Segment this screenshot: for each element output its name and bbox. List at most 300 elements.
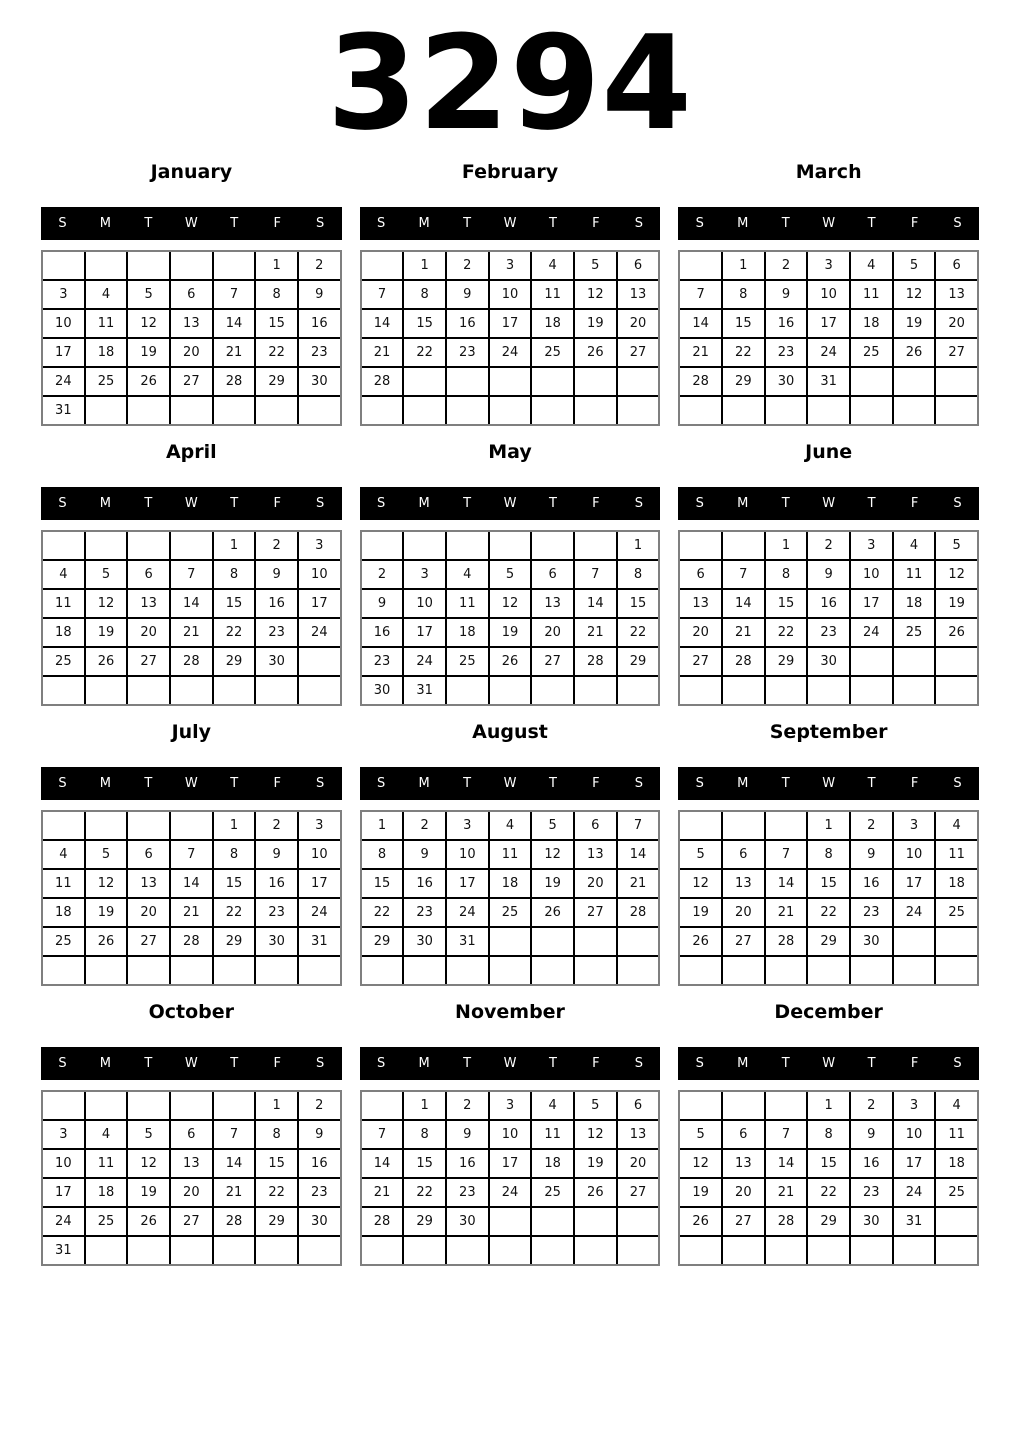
date-cell-november-12: 12: [575, 1121, 616, 1148]
weekday-label: S: [377, 496, 386, 511]
date-cell-empty: [894, 368, 935, 395]
date-cell-may-29: 29: [618, 648, 659, 675]
date-cell-november-1: 1: [404, 1092, 445, 1119]
date-cell-february-8: 8: [404, 281, 445, 308]
date-cell-february-1: 1: [404, 252, 445, 279]
date-cell-may-16: 16: [362, 619, 403, 646]
date-cell-empty: [680, 397, 721, 424]
date-cell-empty: [362, 532, 403, 559]
date-cell-empty: [936, 1237, 977, 1264]
date-cell-august-25: 25: [490, 899, 531, 926]
date-cell-december-29: 29: [808, 1208, 849, 1235]
date-cell-may-17: 17: [404, 619, 445, 646]
date-cell-may-3: 3: [404, 561, 445, 588]
date-cell-empty: [171, 957, 212, 984]
date-cell-december-4: 4: [936, 1092, 977, 1119]
date-cell-september-25: 25: [936, 899, 977, 926]
date-cell-september-6: 6: [723, 841, 764, 868]
date-cell-september-27: 27: [723, 928, 764, 955]
date-cell-november-28: 28: [362, 1208, 403, 1235]
date-cell-october-18: 18: [86, 1179, 127, 1206]
date-cell-november-13: 13: [618, 1121, 659, 1148]
date-cell-empty: [575, 957, 616, 984]
weekday-label: M: [737, 496, 749, 511]
date-cell-empty: [171, 532, 212, 559]
weekday-label: M: [418, 216, 430, 231]
date-cell-empty: [299, 677, 340, 704]
date-cell-june-5: 5: [936, 532, 977, 559]
weekday-label: W: [184, 496, 198, 511]
date-cell-march-24: 24: [808, 339, 849, 366]
weekday-label: T: [548, 776, 557, 791]
date-cell-july-16: 16: [256, 870, 297, 897]
date-cell-february-6: 6: [618, 252, 659, 279]
date-cell-empty: [851, 677, 892, 704]
date-cell-november-2: 2: [447, 1092, 488, 1119]
date-cell-september-24: 24: [894, 899, 935, 926]
weekday-label: F: [592, 776, 600, 791]
date-cell-march-14: 14: [680, 310, 721, 337]
date-cell-june-27: 27: [680, 648, 721, 675]
date-cell-april-30: 30: [256, 648, 297, 675]
date-cell-january-1: 1: [256, 252, 297, 279]
date-cell-may-23: 23: [362, 648, 403, 675]
date-cell-january-17: 17: [43, 339, 84, 366]
date-cell-may-14: 14: [575, 590, 616, 617]
weekday-label: S: [953, 776, 962, 791]
date-cell-february-28: 28: [362, 368, 403, 395]
date-cell-april-10: 10: [299, 561, 340, 588]
weekday-label: T: [144, 1056, 153, 1071]
date-cell-empty: [808, 397, 849, 424]
date-cell-october-1: 1: [256, 1092, 297, 1119]
date-cell-march-18: 18: [851, 310, 892, 337]
date-cell-october-28: 28: [214, 1208, 255, 1235]
date-cell-february-10: 10: [490, 281, 531, 308]
date-cell-september-22: 22: [808, 899, 849, 926]
date-cell-empty: [128, 532, 169, 559]
date-cell-empty: [404, 957, 445, 984]
date-cell-october-16: 16: [299, 1150, 340, 1177]
date-cell-november-17: 17: [490, 1150, 531, 1177]
date-cell-january-7: 7: [214, 281, 255, 308]
date-cell-october-13: 13: [171, 1150, 212, 1177]
date-cell-june-25: 25: [894, 619, 935, 646]
date-cell-october-7: 7: [214, 1121, 255, 1148]
weekday-label: T: [230, 216, 239, 231]
date-cell-april-15: 15: [214, 590, 255, 617]
date-grid: [678, 250, 979, 426]
weekday-label: T: [463, 216, 472, 231]
date-cell-september-21: 21: [766, 899, 807, 926]
date-cell-empty: [936, 928, 977, 955]
weekday-header-bar: [678, 1047, 979, 1080]
month-september: [678, 722, 979, 986]
date-cell-may-26: 26: [490, 648, 531, 675]
date-cell-july-13: 13: [128, 870, 169, 897]
date-cell-empty: [214, 1237, 255, 1264]
date-cell-july-17: 17: [299, 870, 340, 897]
date-cell-december-27: 27: [723, 1208, 764, 1235]
date-cell-april-16: 16: [256, 590, 297, 617]
date-cell-march-28: 28: [680, 368, 721, 395]
weekday-label: F: [592, 216, 600, 231]
date-cell-december-14: 14: [766, 1150, 807, 1177]
date-cell-july-22: 22: [214, 899, 255, 926]
date-cell-empty: [851, 368, 892, 395]
weekday-label: F: [273, 776, 281, 791]
date-cell-empty: [128, 1237, 169, 1264]
weekday-header-bar: [678, 487, 979, 520]
date-cell-august-24: 24: [447, 899, 488, 926]
date-cell-empty: [299, 1237, 340, 1264]
date-cell-empty: [43, 957, 84, 984]
weekday-label: M: [99, 1056, 112, 1071]
date-cell-empty: [766, 677, 807, 704]
date-cell-january-10: 10: [43, 310, 84, 337]
date-cell-november-8: 8: [404, 1121, 445, 1148]
date-cell-june-29: 29: [766, 648, 807, 675]
date-cell-october-29: 29: [256, 1208, 297, 1235]
weekday-label: T: [463, 496, 472, 511]
month-title: September: [769, 721, 888, 743]
date-grid: [360, 810, 661, 986]
date-cell-empty: [618, 1208, 659, 1235]
date-cell-empty: [532, 1208, 573, 1235]
date-grid: [678, 530, 979, 706]
date-cell-empty: [766, 397, 807, 424]
date-cell-may-9: 9: [362, 590, 403, 617]
date-cell-empty: [490, 1208, 531, 1235]
date-cell-empty: [86, 1237, 127, 1264]
date-cell-january-24: 24: [43, 368, 84, 395]
date-cell-june-12: 12: [936, 561, 977, 588]
date-cell-october-4: 4: [86, 1121, 127, 1148]
date-cell-empty: [575, 397, 616, 424]
weekday-label: S: [953, 1056, 962, 1071]
date-cell-empty: [723, 957, 764, 984]
date-cell-june-13: 13: [680, 590, 721, 617]
date-cell-march-26: 26: [894, 339, 935, 366]
weekday-label: T: [463, 1056, 472, 1071]
date-cell-august-21: 21: [618, 870, 659, 897]
date-cell-november-26: 26: [575, 1179, 616, 1206]
month-march: [678, 162, 979, 426]
date-cell-empty: [214, 397, 255, 424]
date-cell-october-27: 27: [171, 1208, 212, 1235]
date-cell-empty: [128, 812, 169, 839]
weekday-label: M: [737, 776, 749, 791]
date-cell-empty: [575, 532, 616, 559]
date-cell-empty: [808, 957, 849, 984]
date-cell-january-11: 11: [86, 310, 127, 337]
month-december: [678, 1002, 979, 1266]
date-cell-january-27: 27: [171, 368, 212, 395]
date-cell-empty: [214, 252, 255, 279]
date-cell-empty: [618, 677, 659, 704]
date-cell-empty: [43, 1092, 84, 1119]
date-cell-september-14: 14: [766, 870, 807, 897]
date-cell-may-28: 28: [575, 648, 616, 675]
date-cell-october-6: 6: [171, 1121, 212, 1148]
date-cell-february-23: 23: [447, 339, 488, 366]
date-cell-november-4: 4: [532, 1092, 573, 1119]
date-cell-september-23: 23: [851, 899, 892, 926]
weekday-label: S: [316, 216, 325, 231]
date-cell-july-5: 5: [86, 841, 127, 868]
date-cell-november-29: 29: [404, 1208, 445, 1235]
date-cell-march-2: 2: [766, 252, 807, 279]
date-cell-march-3: 3: [808, 252, 849, 279]
date-cell-empty: [680, 812, 721, 839]
date-cell-empty: [362, 397, 403, 424]
date-cell-november-23: 23: [447, 1179, 488, 1206]
date-cell-november-9: 9: [447, 1121, 488, 1148]
month-title: April: [165, 441, 217, 463]
date-cell-empty: [362, 957, 403, 984]
date-cell-empty: [766, 1092, 807, 1119]
weekday-label: S: [377, 1056, 386, 1071]
date-cell-empty: [171, 1092, 212, 1119]
date-cell-may-7: 7: [575, 561, 616, 588]
weekday-label: T: [144, 216, 153, 231]
date-cell-december-22: 22: [808, 1179, 849, 1206]
date-cell-october-3: 3: [43, 1121, 84, 1148]
date-cell-september-16: 16: [851, 870, 892, 897]
date-cell-july-12: 12: [86, 870, 127, 897]
weekday-label: T: [867, 216, 876, 231]
date-cell-april-1: 1: [214, 532, 255, 559]
date-cell-february-20: 20: [618, 310, 659, 337]
date-cell-july-28: 28: [171, 928, 212, 955]
weekday-header-bar: [678, 207, 979, 240]
date-cell-november-25: 25: [532, 1179, 573, 1206]
date-cell-march-6: 6: [936, 252, 977, 279]
weekday-label: T: [867, 496, 876, 511]
date-cell-october-10: 10: [43, 1150, 84, 1177]
date-cell-january-16: 16: [299, 310, 340, 337]
date-cell-september-11: 11: [936, 841, 977, 868]
weekday-header-bar: [360, 207, 661, 240]
date-cell-april-9: 9: [256, 561, 297, 588]
date-cell-empty: [532, 532, 573, 559]
date-cell-june-26: 26: [936, 619, 977, 646]
weekday-header-bar: [360, 1047, 661, 1080]
date-cell-empty: [447, 677, 488, 704]
date-cell-empty: [86, 812, 127, 839]
date-grid: [41, 530, 342, 706]
date-cell-april-5: 5: [86, 561, 127, 588]
date-cell-empty: [894, 397, 935, 424]
date-cell-may-19: 19: [490, 619, 531, 646]
date-cell-empty: [128, 252, 169, 279]
date-cell-may-20: 20: [532, 619, 573, 646]
date-cell-may-1: 1: [618, 532, 659, 559]
date-cell-empty: [680, 532, 721, 559]
weekday-label: F: [273, 496, 281, 511]
date-cell-september-29: 29: [808, 928, 849, 955]
date-cell-june-24: 24: [851, 619, 892, 646]
date-cell-empty: [256, 397, 297, 424]
date-cell-november-19: 19: [575, 1150, 616, 1177]
date-cell-june-4: 4: [894, 532, 935, 559]
weekday-label: S: [695, 776, 704, 791]
date-cell-june-3: 3: [851, 532, 892, 559]
month-title: January: [150, 161, 233, 183]
date-cell-september-15: 15: [808, 870, 849, 897]
date-cell-april-14: 14: [171, 590, 212, 617]
date-cell-june-11: 11: [894, 561, 935, 588]
weekday-label: S: [634, 496, 643, 511]
date-cell-january-26: 26: [128, 368, 169, 395]
date-cell-june-1: 1: [766, 532, 807, 559]
date-cell-empty: [680, 252, 721, 279]
date-cell-march-25: 25: [851, 339, 892, 366]
month-january: [41, 162, 342, 426]
weekday-header-bar: [360, 767, 661, 800]
date-cell-empty: [532, 1237, 573, 1264]
weekday-label: T: [230, 1056, 239, 1071]
date-cell-october-17: 17: [43, 1179, 84, 1206]
date-cell-january-2: 2: [299, 252, 340, 279]
weekday-header-bar: [41, 767, 342, 800]
date-cell-november-27: 27: [618, 1179, 659, 1206]
date-cell-december-18: 18: [936, 1150, 977, 1177]
date-cell-empty: [490, 928, 531, 955]
weekday-header-bar: [678, 767, 979, 800]
date-cell-april-20: 20: [128, 619, 169, 646]
weekday-label: S: [634, 216, 643, 231]
date-cell-empty: [299, 397, 340, 424]
date-cell-august-11: 11: [490, 841, 531, 868]
weekday-label: T: [548, 216, 557, 231]
weekday-label: S: [316, 496, 325, 511]
weekday-label: W: [184, 216, 198, 231]
date-cell-march-12: 12: [894, 281, 935, 308]
date-cell-january-25: 25: [86, 368, 127, 395]
date-cell-empty: [404, 532, 445, 559]
date-cell-empty: [532, 957, 573, 984]
weekday-label: F: [910, 1056, 919, 1071]
date-cell-empty: [680, 677, 721, 704]
date-cell-empty: [490, 397, 531, 424]
date-cell-march-4: 4: [851, 252, 892, 279]
date-cell-august-16: 16: [404, 870, 445, 897]
date-cell-december-11: 11: [936, 1121, 977, 1148]
date-cell-empty: [808, 677, 849, 704]
date-cell-october-14: 14: [214, 1150, 255, 1177]
date-cell-february-15: 15: [404, 310, 445, 337]
date-cell-august-29: 29: [362, 928, 403, 955]
date-cell-february-26: 26: [575, 339, 616, 366]
date-cell-empty: [490, 1237, 531, 1264]
date-cell-august-8: 8: [362, 841, 403, 868]
weekday-label: W: [503, 776, 517, 791]
date-cell-december-16: 16: [851, 1150, 892, 1177]
date-grid: [360, 1090, 661, 1266]
date-cell-july-23: 23: [256, 899, 297, 926]
date-cell-january-28: 28: [214, 368, 255, 395]
date-cell-empty: [894, 1237, 935, 1264]
weekday-label: F: [910, 776, 919, 791]
date-cell-november-22: 22: [404, 1179, 445, 1206]
date-cell-empty: [936, 397, 977, 424]
date-cell-empty: [936, 648, 977, 675]
date-cell-july-30: 30: [256, 928, 297, 955]
date-cell-empty: [532, 368, 573, 395]
date-cell-empty: [43, 532, 84, 559]
date-cell-july-24: 24: [299, 899, 340, 926]
date-cell-july-1: 1: [214, 812, 255, 839]
month-may: [360, 442, 661, 706]
date-cell-september-17: 17: [894, 870, 935, 897]
date-cell-december-6: 6: [723, 1121, 764, 1148]
date-cell-august-14: 14: [618, 841, 659, 868]
date-cell-january-13: 13: [171, 310, 212, 337]
date-cell-empty: [299, 957, 340, 984]
date-cell-empty: [490, 677, 531, 704]
date-cell-empty: [808, 1237, 849, 1264]
date-cell-empty: [618, 368, 659, 395]
date-cell-july-15: 15: [214, 870, 255, 897]
date-cell-empty: [618, 397, 659, 424]
date-cell-empty: [128, 397, 169, 424]
date-cell-july-7: 7: [171, 841, 212, 868]
date-cell-december-2: 2: [851, 1092, 892, 1119]
weekday-label: S: [695, 496, 704, 511]
date-cell-june-8: 8: [766, 561, 807, 588]
date-cell-empty: [447, 957, 488, 984]
weekday-label: F: [592, 496, 600, 511]
date-cell-empty: [680, 1092, 721, 1119]
date-cell-october-11: 11: [86, 1150, 127, 1177]
date-cell-november-7: 7: [362, 1121, 403, 1148]
date-cell-december-1: 1: [808, 1092, 849, 1119]
date-cell-march-19: 19: [894, 310, 935, 337]
date-cell-may-25: 25: [447, 648, 488, 675]
weekday-header-bar: [41, 1047, 342, 1080]
weekday-label: S: [316, 776, 325, 791]
date-cell-april-29: 29: [214, 648, 255, 675]
date-cell-october-9: 9: [299, 1121, 340, 1148]
month-august: [360, 722, 661, 986]
date-cell-november-6: 6: [618, 1092, 659, 1119]
weekday-label: F: [273, 1056, 281, 1071]
weekday-header-bar: [41, 207, 342, 240]
date-cell-march-15: 15: [723, 310, 764, 337]
date-cell-may-12: 12: [490, 590, 531, 617]
date-cell-june-18: 18: [894, 590, 935, 617]
weekday-label: W: [503, 216, 517, 231]
date-cell-december-8: 8: [808, 1121, 849, 1148]
weekday-label: W: [822, 1056, 836, 1071]
date-cell-september-5: 5: [680, 841, 721, 868]
date-cell-empty: [575, 368, 616, 395]
weekday-label: W: [822, 496, 836, 511]
date-cell-september-18: 18: [936, 870, 977, 897]
date-cell-december-21: 21: [766, 1179, 807, 1206]
weekday-label: S: [953, 496, 962, 511]
date-cell-september-10: 10: [894, 841, 935, 868]
date-cell-empty: [404, 368, 445, 395]
date-cell-august-28: 28: [618, 899, 659, 926]
date-cell-empty: [447, 532, 488, 559]
month-july: [41, 722, 342, 986]
weekday-label: M: [418, 496, 430, 511]
weekday-label: S: [316, 1056, 325, 1071]
weekday-label: S: [695, 216, 704, 231]
weekday-label: T: [463, 776, 472, 791]
